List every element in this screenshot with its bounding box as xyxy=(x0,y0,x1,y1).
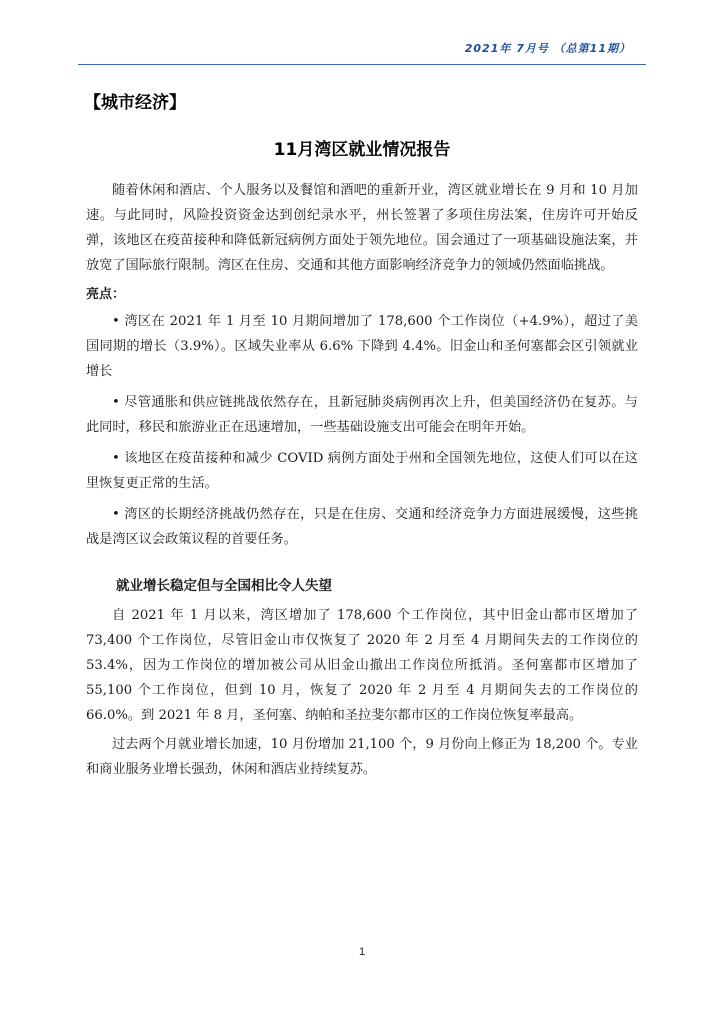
header-divider xyxy=(78,64,646,65)
list-item: • 该地区在疫苗接种和减少 COVID 病例方面处于州和全国领先地位，这使人们可以在这里恢复更正常的生活。 xyxy=(86,451,638,491)
list-item: • 湾区在 2021 年 1 月至 10 月期间增加了 178,600 个工作岗位（+4.9%），超过了美国同期的增长（3.9%）。区域失业率从 6.6% 下降到 4.4%。旧金山和圣何塞都会区引领就业增长 xyxy=(86,314,638,379)
highlights-label: 亮点： xyxy=(86,287,126,302)
page-title: 11月湾区就业情况报告 xyxy=(273,140,451,160)
section-subheading: 就业增长稳定但与全国相比令人失望 xyxy=(116,578,332,594)
list-item: • 尽管通胀和供应链挑战依然存在，且新冠肺炎病例再次上升，但美国经济仍在复苏。与此同时，移民和旅游业正在迅速增加，一些基础设施支出可能会在明年开始。 xyxy=(86,395,638,435)
intro-paragraph: 随着休闲和酒店、个人服务以及餐馆和酒吧的重新开业，湾区就业增长在 9 月和 10 月加速。与此同时，风险投资资金达到创纪录水平，州长签署了多项住房法案，住房许可开始反弹，该地区在疫苗接种和降低新冠病例方面处于领先地位。国会通过了一项基础设施法案，并放宽了国际旅行限制。湾区在住房、交通和其他方面影响经济竞争力的领域仍然面临挑战。 xyxy=(86,183,638,273)
list-item: • 湾区的长期经济挑战仍然存在，只是在住房、交通和经济竞争力方面进展缓慢，这些挑战是湾区议会政策议程的首要任务。 xyxy=(86,507,638,547)
body-paragraph: 自 2021 年 1 月以来，湾区增加了 178,600 个工作岗位，其中旧金山都市区增加了 73,400 个工作岗位，尽管旧金山市仅恢复了 2020 年 2 月至 4 月期间失去的工作岗位的 53.4%，因为工作岗位的增加被公司从旧金山撤出工作岗位所抵消。圣何塞都市区增加了 55,100 个工作岗位，但到 10 月，恢复了 2020 年 2 月至 4 月期间失去的工作岗位的 66.0%。到 2021 年 8 月，圣何塞、纳帕和圣拉斐尔都市区的工作岗位恢复率最高。 xyxy=(86,608,638,723)
section-tag: 【城市经济】 xyxy=(84,93,186,113)
issue-header: 2021年 7月号 （总第11期） xyxy=(464,42,631,55)
page-number: 1 xyxy=(358,946,366,958)
article-body xyxy=(86,178,638,782)
highlights-list xyxy=(86,309,638,552)
body-paragraph: 过去两个月就业增长加速，10 月份增加 21,100 个，9 月份向上修正为 18,200 个。专业和商业服务业增长强劲，休闲和酒店业持续复苏。 xyxy=(86,737,638,777)
